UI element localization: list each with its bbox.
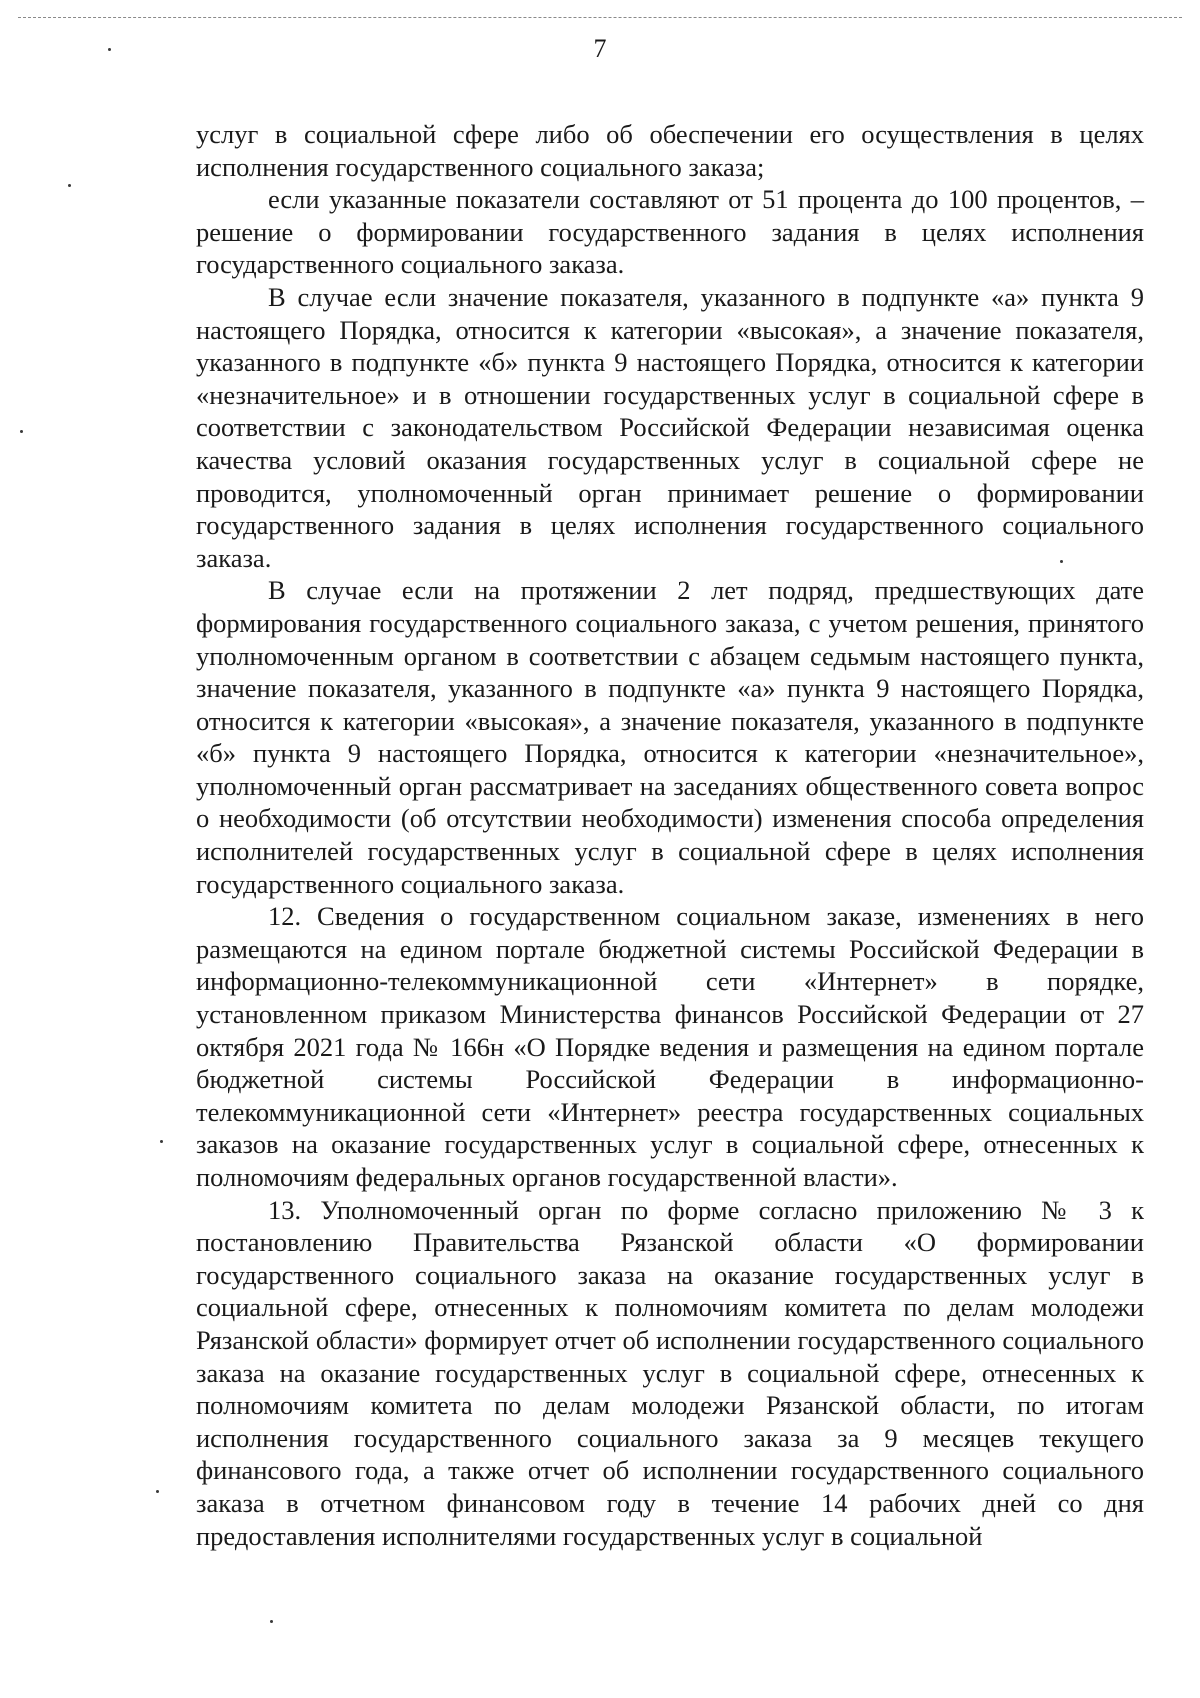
scan-speck	[68, 184, 71, 187]
scan-speck	[20, 430, 23, 433]
scan-speck	[1060, 560, 1063, 563]
page-number: 7	[593, 34, 607, 63]
scan-speck	[108, 48, 111, 51]
paragraph-13: 13. Уполномоченный орган по форме согласно приложению № 3 к постановлению Правительства Рязанской области «О формировании государственного социального заказа на оказание государственных услуг в социальной сфере, отнесенных к полномочиям комитета по делам молодежи Рязанской области» формирует отчет об исполнении государственного социального заказа на оказание государственных услуг в социальной сфере, отнесенных к полномочиям комитета по делам молодежи Рязанской области, по итогам исполнения государственного социального заказа за 9 месяцев текущего финансового года, а также отчет об исполнении государственного социального заказа в отчетном финансовом году в течение 14 рабочих дней со дня предоставления исполнителями государственных услуг в социальной	[196, 1194, 1144, 1551]
paragraph-3: В случае если значение показателя, указанного в подпункте «а» пункта 9 настоящего Порядка, относится к категории «высокая», а значение показателя, указанного в подпункте «б» пункта 9 настоящего Порядка, относится к категории «незначительное» и в отношении государственных услуг в социальной сфере в соответствии с законодательством Российской Федерации независимая оценка качества условий оказания государственных услуг в социальной сфере не проводится, уполномоченный орган принимает решение о формировании государственного задания в целях исполнения государственного социального заказа.	[196, 281, 1144, 573]
scan-speck	[160, 1140, 163, 1143]
paragraph-2: если указанные показатели составляют от 51 процента до 100 процентов, – решение о формировании государственного задания в целях исполнения государственного социального заказа.	[196, 184, 1144, 280]
scan-speck	[270, 1620, 273, 1623]
paragraph-1: услуг в социальной сфере либо об обеспечении его осуществления в целях исполнения государственного социального заказа;	[196, 119, 1144, 182]
paragraph-12: 12. Сведения о государственном социальном заказе, изменениях в него размещаются на едином портале бюджетной системы Российской Федерации в информационно-телекоммуникационной сети «Интернет» в порядке, установленном приказом Министерства финансов Российской Федерации от 27 октября 2021 года № 166н «О Порядке ведения и размещения на едином портале бюджетной системы Российской Федерации в информационно-телекоммуникационной сети «Интернет» реестра государственных социальных заказов на оказание государственных услуг в социальной сфере, отнесенных к полномочиям федеральных органов государственной власти».	[196, 901, 1144, 1192]
scan-top-edge	[18, 17, 1182, 18]
paragraph-4: В случае если на протяжении 2 лет подряд, предшествующих дате формирования государственного социального заказа, с учетом решения, принятого уполномоченным органом в соответствии с абзацем седьмым настоящего пункта, значение показателя, указанного в подпункте «а» пункта 9 настоящего Порядка, относится к категории «высокая», а значение показателя, указанного в подпункте «б» пункта 9 настоящего Порядка, относится к категории «незначительное», уполномоченный орган рассматривает на заседаниях общественного совета вопрос о необходимости (об отсутствии необходимости) изменения способа определения исполнителей государственных услуг в социальной сфере в целях исполнения государственного социального заказа.	[196, 575, 1144, 899]
scan-speck	[156, 1490, 159, 1493]
document-body	[196, 118, 1144, 1552]
